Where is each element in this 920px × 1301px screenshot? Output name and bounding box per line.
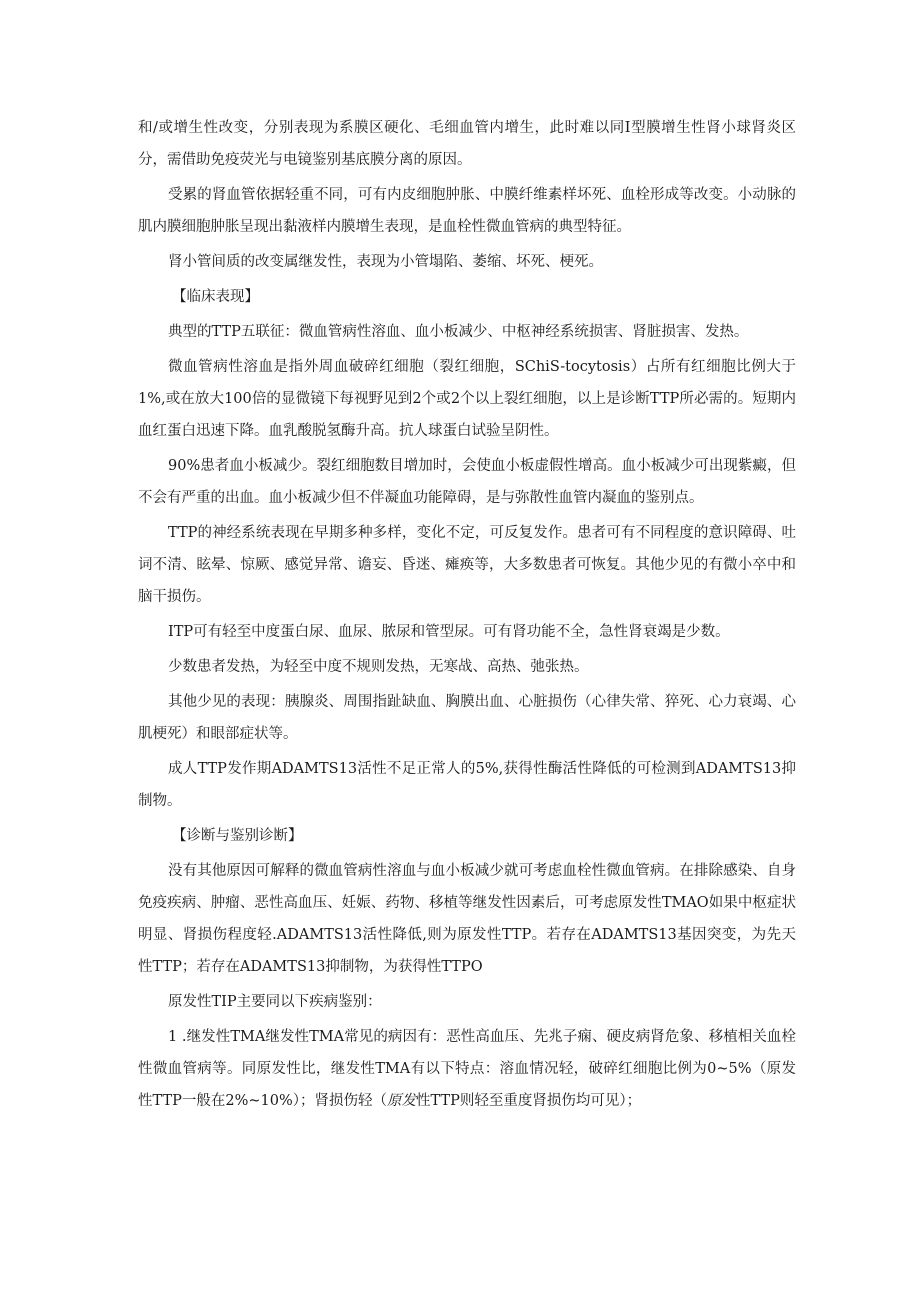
paragraph-pathology-2: 受累的肾血管依据轻重不同，可有内皮细胞肿胀、中膜纤维素样坏死、血栓形成等改变。小动脉的肌内膜细胞肿胀呈现出黏液样内膜增生表现，是血栓性微血管病的典型特征。 xyxy=(138,187,796,235)
paragraph-clinical-8: 成人TTP发作期ADAMTS13活性不足正常人的5%,获得性酶活性降低的可检测到ADAMTS13抑制物。 xyxy=(138,761,796,809)
paragraph-clinical-5: ITP可有轻至中度蛋白尿、血尿、脓尿和管型尿。可有肾功能不全，急性肾衰竭是少数。 xyxy=(168,624,730,640)
paragraph-clinical-7: 其他少见的表现：胰腺炎、周围指趾缺血、胸膜出血、心脏损伤（心律失常、猝死、心力衰竭、心肌梗死）和眼部症状等。 xyxy=(138,694,796,742)
paragraph-clinical-1: 典型的TTP五联征：微血管病性溶血、血小板减少、中枢神经系统损害、肾脏损害、发热。 xyxy=(168,324,749,340)
paragraph-pathology-1: 和/或增生性改变，分别表现为系膜区硬化、毛细血管内增生，此时难以同I型膜增生性肾小球肾炎区分，需借助免疫荧光与电镜鉴别基底膜分离的原因。 xyxy=(138,120,796,168)
secondary-tma-text-start: 1 .继发性TMA继发性TMA常见的病因有：恶性高血压、先兆子痫、硬皮病肾危象、移植相关血栓性微血管病等。同原发性比，继发性TMA有以下特点：溶血情况轻，破碎红细胞比例为0~5%（原发性TTP一般在2%~10%）；肾损伤轻（ xyxy=(138,1029,796,1109)
paragraph-pathology-3: 肾小管间质的改变属继发性，表现为小管塌陷、萎缩、坏死、梗死。 xyxy=(168,254,603,270)
paragraph-diagnosis-1: 没有其他原因可解释的微血管病性溶血与血小板减少就可考虑血栓性微血管病。在排除感染、自身免疫疾病、肿瘤、恶性高血压、妊娠、药物、移植等继发性因素后，可考虑原发性TMAO如果中枢症状明显、肾损伤程度轻.ADAMTS13活性降低,则为原发性TTP。若存在ADAMTS13基因突变，为先天性TTP；若存在ADAMTS13抑制物，为获得性TTPO xyxy=(138,863,796,975)
paragraph-secondary-tma xyxy=(138,1021,796,1117)
document-page xyxy=(138,112,796,1120)
section-heading-diagnosis: 【诊断与鉴别诊断】 xyxy=(172,828,303,844)
secondary-tma-text-end: 性TTP则轻至重度肾损伤均可见）； xyxy=(416,1093,642,1109)
secondary-tma-text-italic: 原发 xyxy=(387,1093,416,1109)
paragraph-clinical-3: 90%患者血小板减少。裂红细胞数目增加时，会使血小板虚假性增高。血小板减少可出现紫癜，但不会有严重的出血。血小板减少但不伴凝血功能障碍，是与弥散性血管内凝血的鉴别点。 xyxy=(138,458,796,506)
paragraph-clinical-2: 微血管病性溶血是指外周血破碎红细胞（裂红细胞，SChiS-tocytosis）占所有红细胞比例大于1%,或在放大100倍的显微镜下每视野见到2个或2个以上裂红细胞，以上是诊断TTP所必需的。短期内血红蛋白迅速下降。血乳酸脱氢酶升高。抗人球蛋白试验呈阴性。 xyxy=(138,359,796,439)
paragraph-clinical-4: TTP的神经系统表现在早期多种多样，变化不定，可反复发作。患者可有不同程度的意识障碍、吐词不清、眩晕、惊厥、感觉异常、谵妄、昏迷、瘫痪等，大多数患者可恢复。其他少见的有微小卒中和脑干损伤。 xyxy=(138,525,796,605)
section-heading-clinical: 【临床表现】 xyxy=(172,289,259,305)
paragraph-diagnosis-2: 原发性TIP主要同以下疾病鉴别： xyxy=(168,994,382,1010)
paragraph-clinical-6: 少数患者发热，为轻至中度不规则发热，无寒战、高热、弛张热。 xyxy=(168,659,589,675)
